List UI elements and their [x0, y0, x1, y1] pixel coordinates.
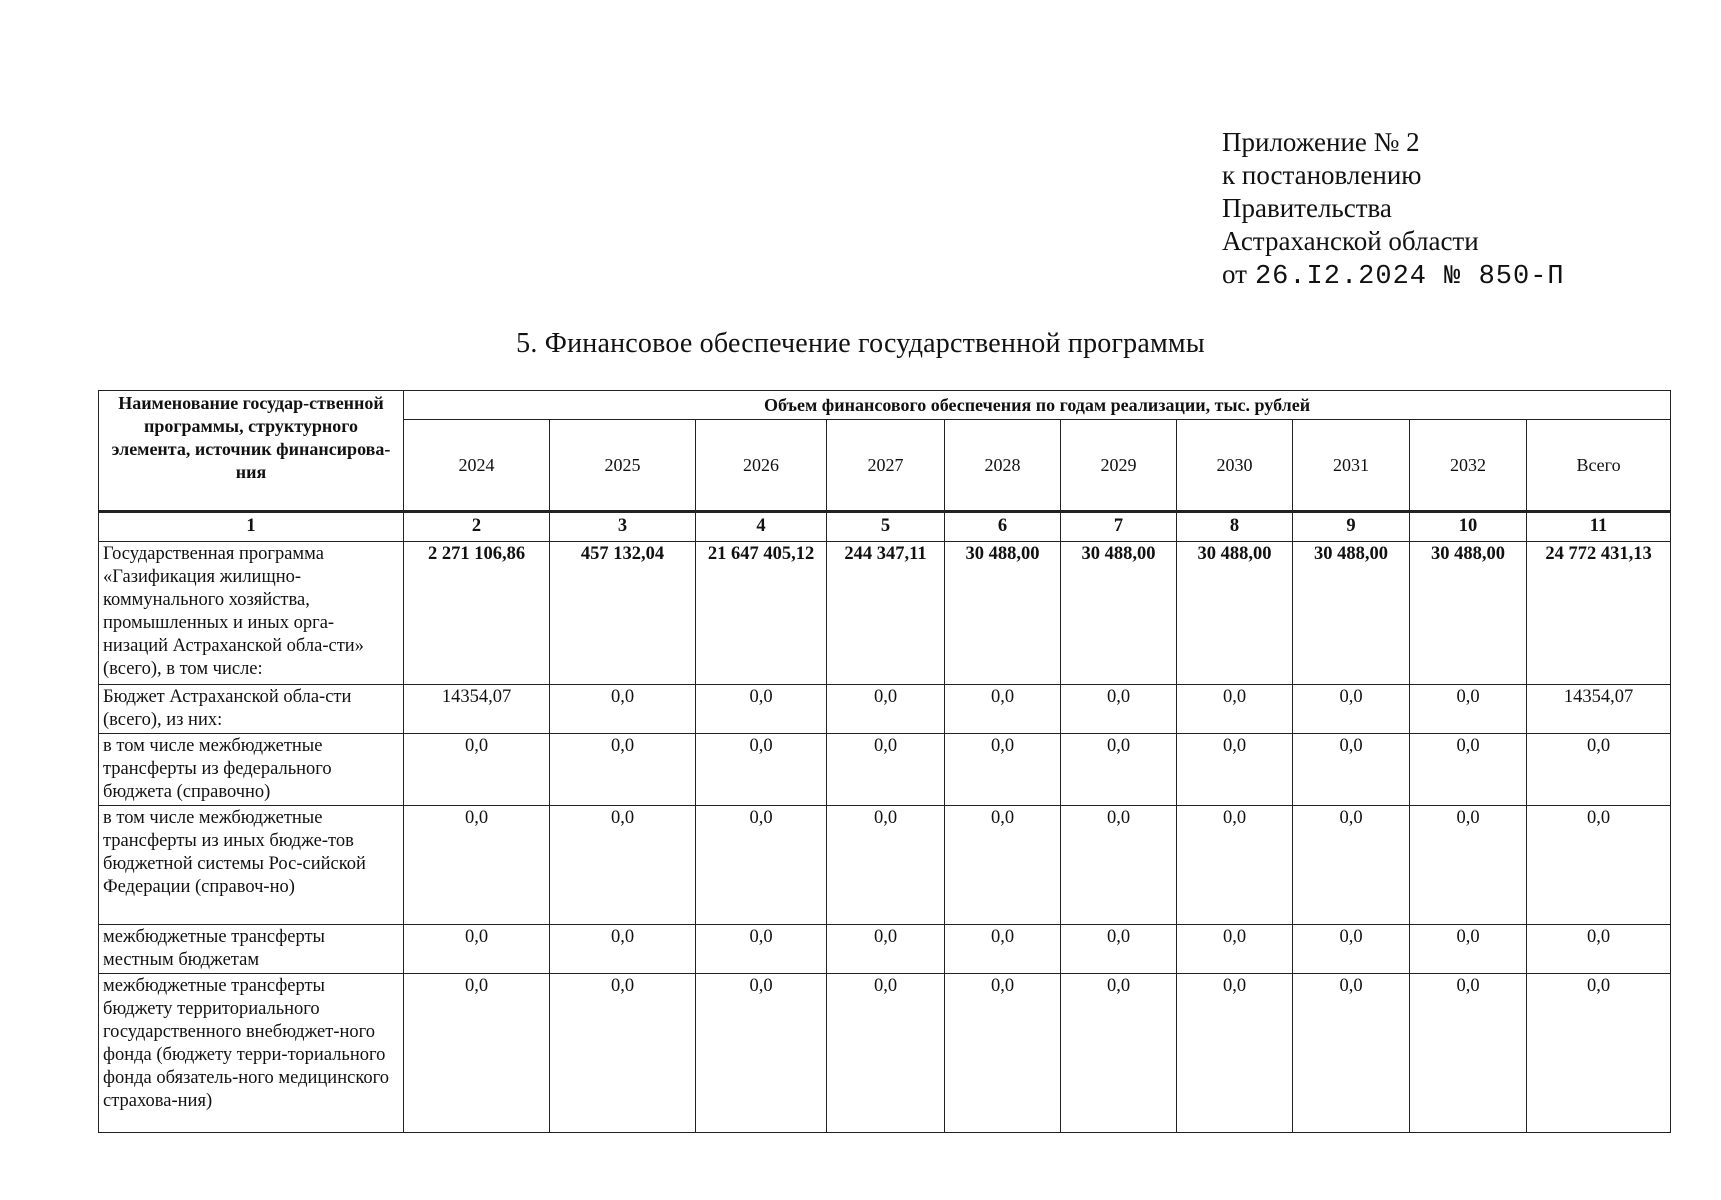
- year-header: 2026: [696, 420, 827, 512]
- cell-value: 0,0: [1293, 734, 1410, 806]
- annex-date-line: [1222, 258, 1565, 294]
- cell-value: 0,0: [827, 685, 945, 734]
- annex-line-1: Приложение № 2: [1222, 127, 1420, 157]
- cell-value: 0,0: [404, 806, 550, 925]
- header-row-1: [99, 391, 1671, 420]
- annex-line-4: Астраханской области: [1222, 226, 1479, 256]
- cell-value: 0,0: [550, 685, 696, 734]
- cell-value: 0,0: [1177, 734, 1293, 806]
- cell-value: 0,0: [945, 925, 1061, 974]
- cell-value: 0,0: [1293, 925, 1410, 974]
- cell-value: 0,0: [945, 974, 1061, 1133]
- cell-value: 0,0: [1410, 734, 1527, 806]
- annex-line-2: к постановлению: [1222, 160, 1422, 190]
- cell-value: 0,0: [696, 685, 827, 734]
- volume-header: Объем финансового обеспечения по годам реализации, тыс. рублей: [404, 391, 1671, 420]
- cell-value-total: 24 772 431,13: [1527, 542, 1671, 685]
- year-header: 2025: [550, 420, 696, 512]
- cell-value-total: 14354,07: [1527, 685, 1671, 734]
- cell-value: 244 347,11: [827, 542, 945, 685]
- cell-value-total: 0,0: [1527, 806, 1671, 925]
- column-number-row: [99, 512, 1671, 542]
- column-number: 8: [1177, 512, 1293, 542]
- cell-value: 0,0: [1293, 974, 1410, 1133]
- table-row-federal-transfers: [99, 734, 1671, 806]
- column-number: 6: [945, 512, 1061, 542]
- annex-line-3: Правительства: [1222, 193, 1392, 223]
- annex-block: [1222, 126, 1565, 294]
- cell-value-total: 0,0: [1527, 974, 1671, 1133]
- cell-value: 0,0: [1410, 685, 1527, 734]
- cell-value: 0,0: [550, 925, 696, 974]
- cell-value: 0,0: [945, 806, 1061, 925]
- cell-value: 0,0: [1293, 806, 1410, 925]
- total-header: Всего: [1527, 420, 1671, 512]
- table-row-program-total: [99, 542, 1671, 685]
- year-header: 2024: [404, 420, 550, 512]
- cell-value: 0,0: [404, 974, 550, 1133]
- cell-value: 457 132,04: [550, 542, 696, 685]
- row-name: в том числе межбюджетные трансферты из иных бюдже-тов бюджетной системы Рос-сийской Федерации (справоч-но): [99, 806, 404, 925]
- cell-value: 0,0: [945, 685, 1061, 734]
- cell-value: 0,0: [550, 974, 696, 1133]
- cell-value: 0,0: [1410, 925, 1527, 974]
- year-header: 2030: [1177, 420, 1293, 512]
- column-number: 10: [1410, 512, 1527, 542]
- column-number: 9: [1293, 512, 1410, 542]
- year-header: 2027: [827, 420, 945, 512]
- row-name: в том числе межбюджетные трансферты из федерального бюджета (справочно): [99, 734, 404, 806]
- annex-date-stamp: 26.I2.2024 № 850-П: [1254, 262, 1565, 292]
- cell-value: 0,0: [1177, 974, 1293, 1133]
- year-header: 2032: [1410, 420, 1527, 512]
- cell-value: 0,0: [1061, 806, 1177, 925]
- cell-value: 0,0: [696, 806, 827, 925]
- cell-value: 0,0: [1061, 925, 1177, 974]
- cell-value: 0,0: [550, 734, 696, 806]
- year-header: 2029: [1061, 420, 1177, 512]
- cell-value: 14354,07: [404, 685, 550, 734]
- cell-value: 0,0: [1177, 925, 1293, 974]
- row-name: межбюджетные трансферты местным бюджетам: [99, 925, 404, 974]
- cell-value-total: 0,0: [1527, 734, 1671, 806]
- year-header: 2028: [945, 420, 1061, 512]
- financing-table: [98, 390, 1671, 1133]
- cell-value: 0,0: [550, 806, 696, 925]
- cell-value: 0,0: [1061, 974, 1177, 1133]
- cell-value: 0,0: [1177, 806, 1293, 925]
- column-number: 5: [827, 512, 945, 542]
- cell-value: 0,0: [696, 925, 827, 974]
- cell-value: 0,0: [1410, 974, 1527, 1133]
- table-row-insurance-fund-transfers: [99, 974, 1671, 1133]
- column-number: 11: [1527, 512, 1671, 542]
- row-name: Бюджет Астраханской обла-сти (всего), из них:: [99, 685, 404, 734]
- column-number: 2: [404, 512, 550, 542]
- table-row-local-transfers: [99, 925, 1671, 974]
- table-row-other-budget-transfers: [99, 806, 1671, 925]
- cell-value: 0,0: [404, 734, 550, 806]
- cell-value-total: 0,0: [1527, 925, 1671, 974]
- column-number: 1: [99, 512, 404, 542]
- cell-value: 0,0: [945, 734, 1061, 806]
- cell-value: 0,0: [827, 734, 945, 806]
- cell-value: 30 488,00: [1410, 542, 1527, 685]
- annex-date-prefix: от: [1222, 259, 1247, 289]
- cell-value: 2 271 106,86: [404, 542, 550, 685]
- cell-value: 30 488,00: [1177, 542, 1293, 685]
- cell-value: 0,0: [1177, 685, 1293, 734]
- table-row-regional-budget: [99, 685, 1671, 734]
- row-name: Государственная программа «Газификация жилищно-коммунального хозяйства, промышленных и иных орга-низаций Астраханской обла-сти» (всего), в том числе:: [99, 542, 404, 685]
- cell-value: 0,0: [1293, 685, 1410, 734]
- cell-value: 0,0: [827, 974, 945, 1133]
- page-title: 5. Финансовое обеспечение государственной программы: [516, 328, 1205, 359]
- cell-value: 30 488,00: [945, 542, 1061, 685]
- cell-value: 30 488,00: [1293, 542, 1410, 685]
- column-number: 7: [1061, 512, 1177, 542]
- cell-value: 0,0: [1061, 685, 1177, 734]
- cell-value: 0,0: [404, 925, 550, 974]
- cell-value: 30 488,00: [1061, 542, 1177, 685]
- cell-value: 0,0: [696, 974, 827, 1133]
- year-header: 2031: [1293, 420, 1410, 512]
- name-column-header: Наименование государ-ственной программы, структурного элемента, источник финансирова-ния: [99, 391, 404, 512]
- column-number: 4: [696, 512, 827, 542]
- row-name: межбюджетные трансферты бюджету территориального государственного внебюджет-ного фонда (бюджету терри-ториального фонда обязатель-ного медицинского страхова-ния): [99, 974, 404, 1133]
- cell-value: 0,0: [1410, 806, 1527, 925]
- cell-value: 21 647 405,12: [696, 542, 827, 685]
- column-number: 3: [550, 512, 696, 542]
- cell-value: 0,0: [827, 925, 945, 974]
- cell-value: 0,0: [1061, 734, 1177, 806]
- cell-value: 0,0: [827, 806, 945, 925]
- cell-value: 0,0: [696, 734, 827, 806]
